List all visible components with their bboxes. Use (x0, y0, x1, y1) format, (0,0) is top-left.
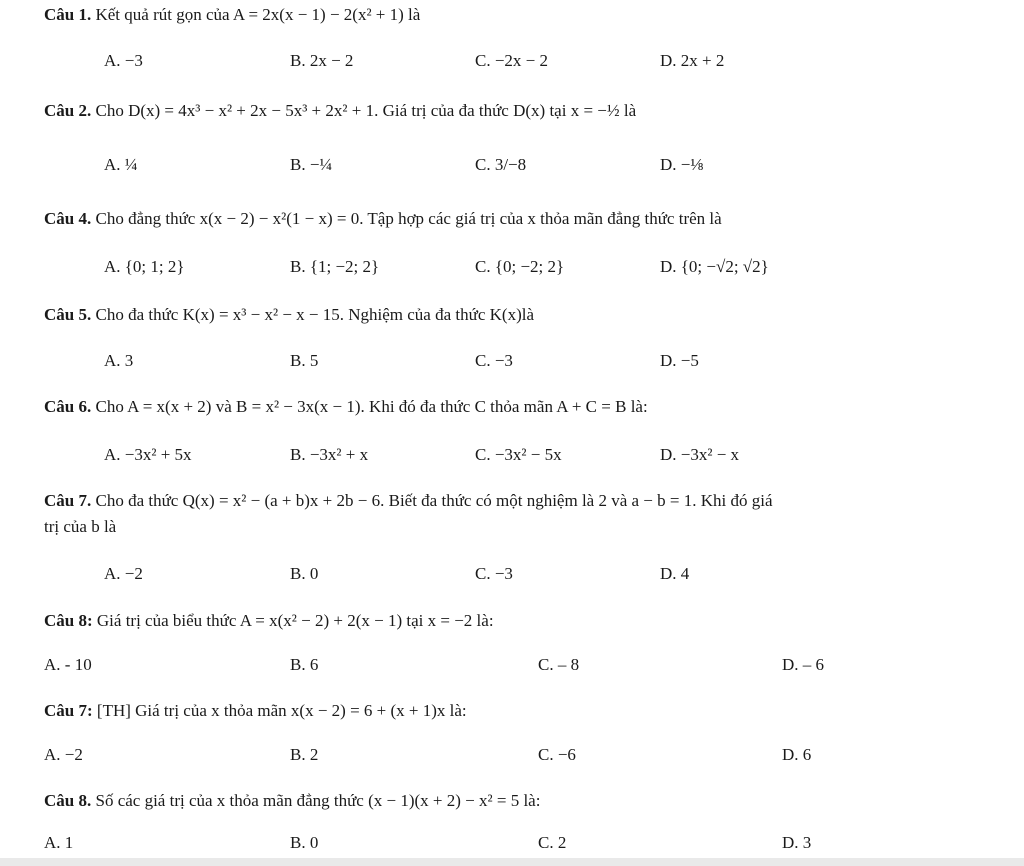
question-stem: Cho đẳng thức x(x − 2) − x²(1 − x) = 0. Tập hợp các giá trị của x thỏa mãn đẳng thức trên là (91, 209, 722, 228)
question-stem: Giá trị của biểu thức A = x(x² − 2) + 2(x − 1) tại x = −2 là: (92, 611, 494, 630)
question-8b (44, 790, 540, 812)
option-c: C. −3 (475, 564, 513, 583)
option-d: D. 4 (660, 564, 690, 583)
question-number: Câu 7: (44, 701, 93, 720)
option-c: C. 2 (538, 833, 567, 852)
option-b: B. 2x − 2 (290, 51, 354, 70)
question-number: Câu 4. (44, 209, 92, 228)
question-number: Câu 6. (44, 397, 92, 416)
question-stem: Kết quả rút gọn của A = 2x(x − 1) − 2(x² + 1) là (91, 5, 421, 24)
question-stem: Cho D(x) = 4x³ − x² + 2x − 5x³ + 2x² + 1. Giá trị của đa thức D(x) tại x = −½ là (91, 101, 637, 120)
option-a: A. 1 (44, 833, 74, 852)
question-6 (44, 396, 648, 418)
option-c: C. – 8 (538, 655, 580, 674)
option-a: A. ¼ (104, 155, 138, 174)
question-4 (44, 208, 722, 230)
option-b: B. 2 (290, 745, 319, 764)
question-7-continuation: trị của b là (44, 517, 117, 536)
option-a: A. 3 (104, 351, 134, 370)
question-stem: Cho đa thức K(x) = x³ − x² − x − 15. Nghiệm của đa thức K(x)là (91, 305, 534, 324)
option-a: A. −2 (44, 745, 83, 764)
question-number: Câu 8: (44, 611, 93, 630)
page-bottom-edge (0, 858, 1024, 866)
question-stem: Số các giá trị của x thỏa mãn đẳng thức (x − 1)(x + 2) − x² = 5 là: (91, 791, 541, 810)
option-b: B. 0 (290, 833, 319, 852)
question-7-th (44, 700, 467, 722)
question-number: Câu 7. (44, 491, 92, 510)
question-5 (44, 304, 534, 326)
option-d: D. – 6 (782, 655, 825, 674)
option-b: B. −3x² + x (290, 445, 369, 464)
option-c: C. {0; −2; 2} (475, 257, 565, 276)
question-8a (44, 610, 494, 632)
question-stem: Cho đa thức Q(x) = x² − (a + b)x + 2b − 6. Biết đa thức có một nghiệm là 2 và a − b = 1. Khi đó giá (91, 491, 773, 510)
question-number: Câu 8. (44, 791, 92, 810)
option-b: B. 0 (290, 564, 319, 583)
option-d: D. 3 (782, 833, 812, 852)
option-d: D. −3x² − x (660, 445, 740, 464)
option-d: D. −5 (660, 351, 699, 370)
option-c: C. 3/−8 (475, 155, 527, 174)
option-a: A. −3 (104, 51, 143, 70)
option-b: B. 5 (290, 351, 319, 370)
question-number: Câu 1. (44, 5, 92, 24)
option-c: C. −2x − 2 (475, 51, 549, 70)
option-d: D. 2x + 2 (660, 51, 725, 70)
option-a: A. −3x² + 5x (104, 445, 192, 464)
option-b: B. 6 (290, 655, 319, 674)
option-a: A. - 10 (44, 655, 92, 674)
question-1 (44, 4, 420, 26)
option-d: D. 6 (782, 745, 812, 764)
option-b: B. −¼ (290, 155, 333, 174)
option-c: C. −3 (475, 351, 513, 370)
option-a: A. {0; 1; 2} (104, 257, 185, 276)
question-number: Câu 2. (44, 101, 92, 120)
option-d: D. −⅛ (660, 155, 704, 174)
option-a: A. −2 (104, 564, 143, 583)
question-2 (44, 100, 636, 122)
option-b: B. {1; −2; 2} (290, 257, 380, 276)
option-c: C. −6 (538, 745, 576, 764)
question-stem: [TH] Giá trị của x thỏa mãn x(x − 2) = 6 + (x + 1)x là: (92, 701, 467, 720)
question-stem: Cho A = x(x + 2) và B = x² − 3x(x − 1). Khi đó đa thức C thỏa mãn A + C = B là: (91, 397, 648, 416)
question-7 (44, 490, 773, 512)
option-c: C. −3x² − 5x (475, 445, 562, 464)
option-d: D. {0; −√2; √2} (660, 257, 769, 276)
question-number: Câu 5. (44, 305, 92, 324)
